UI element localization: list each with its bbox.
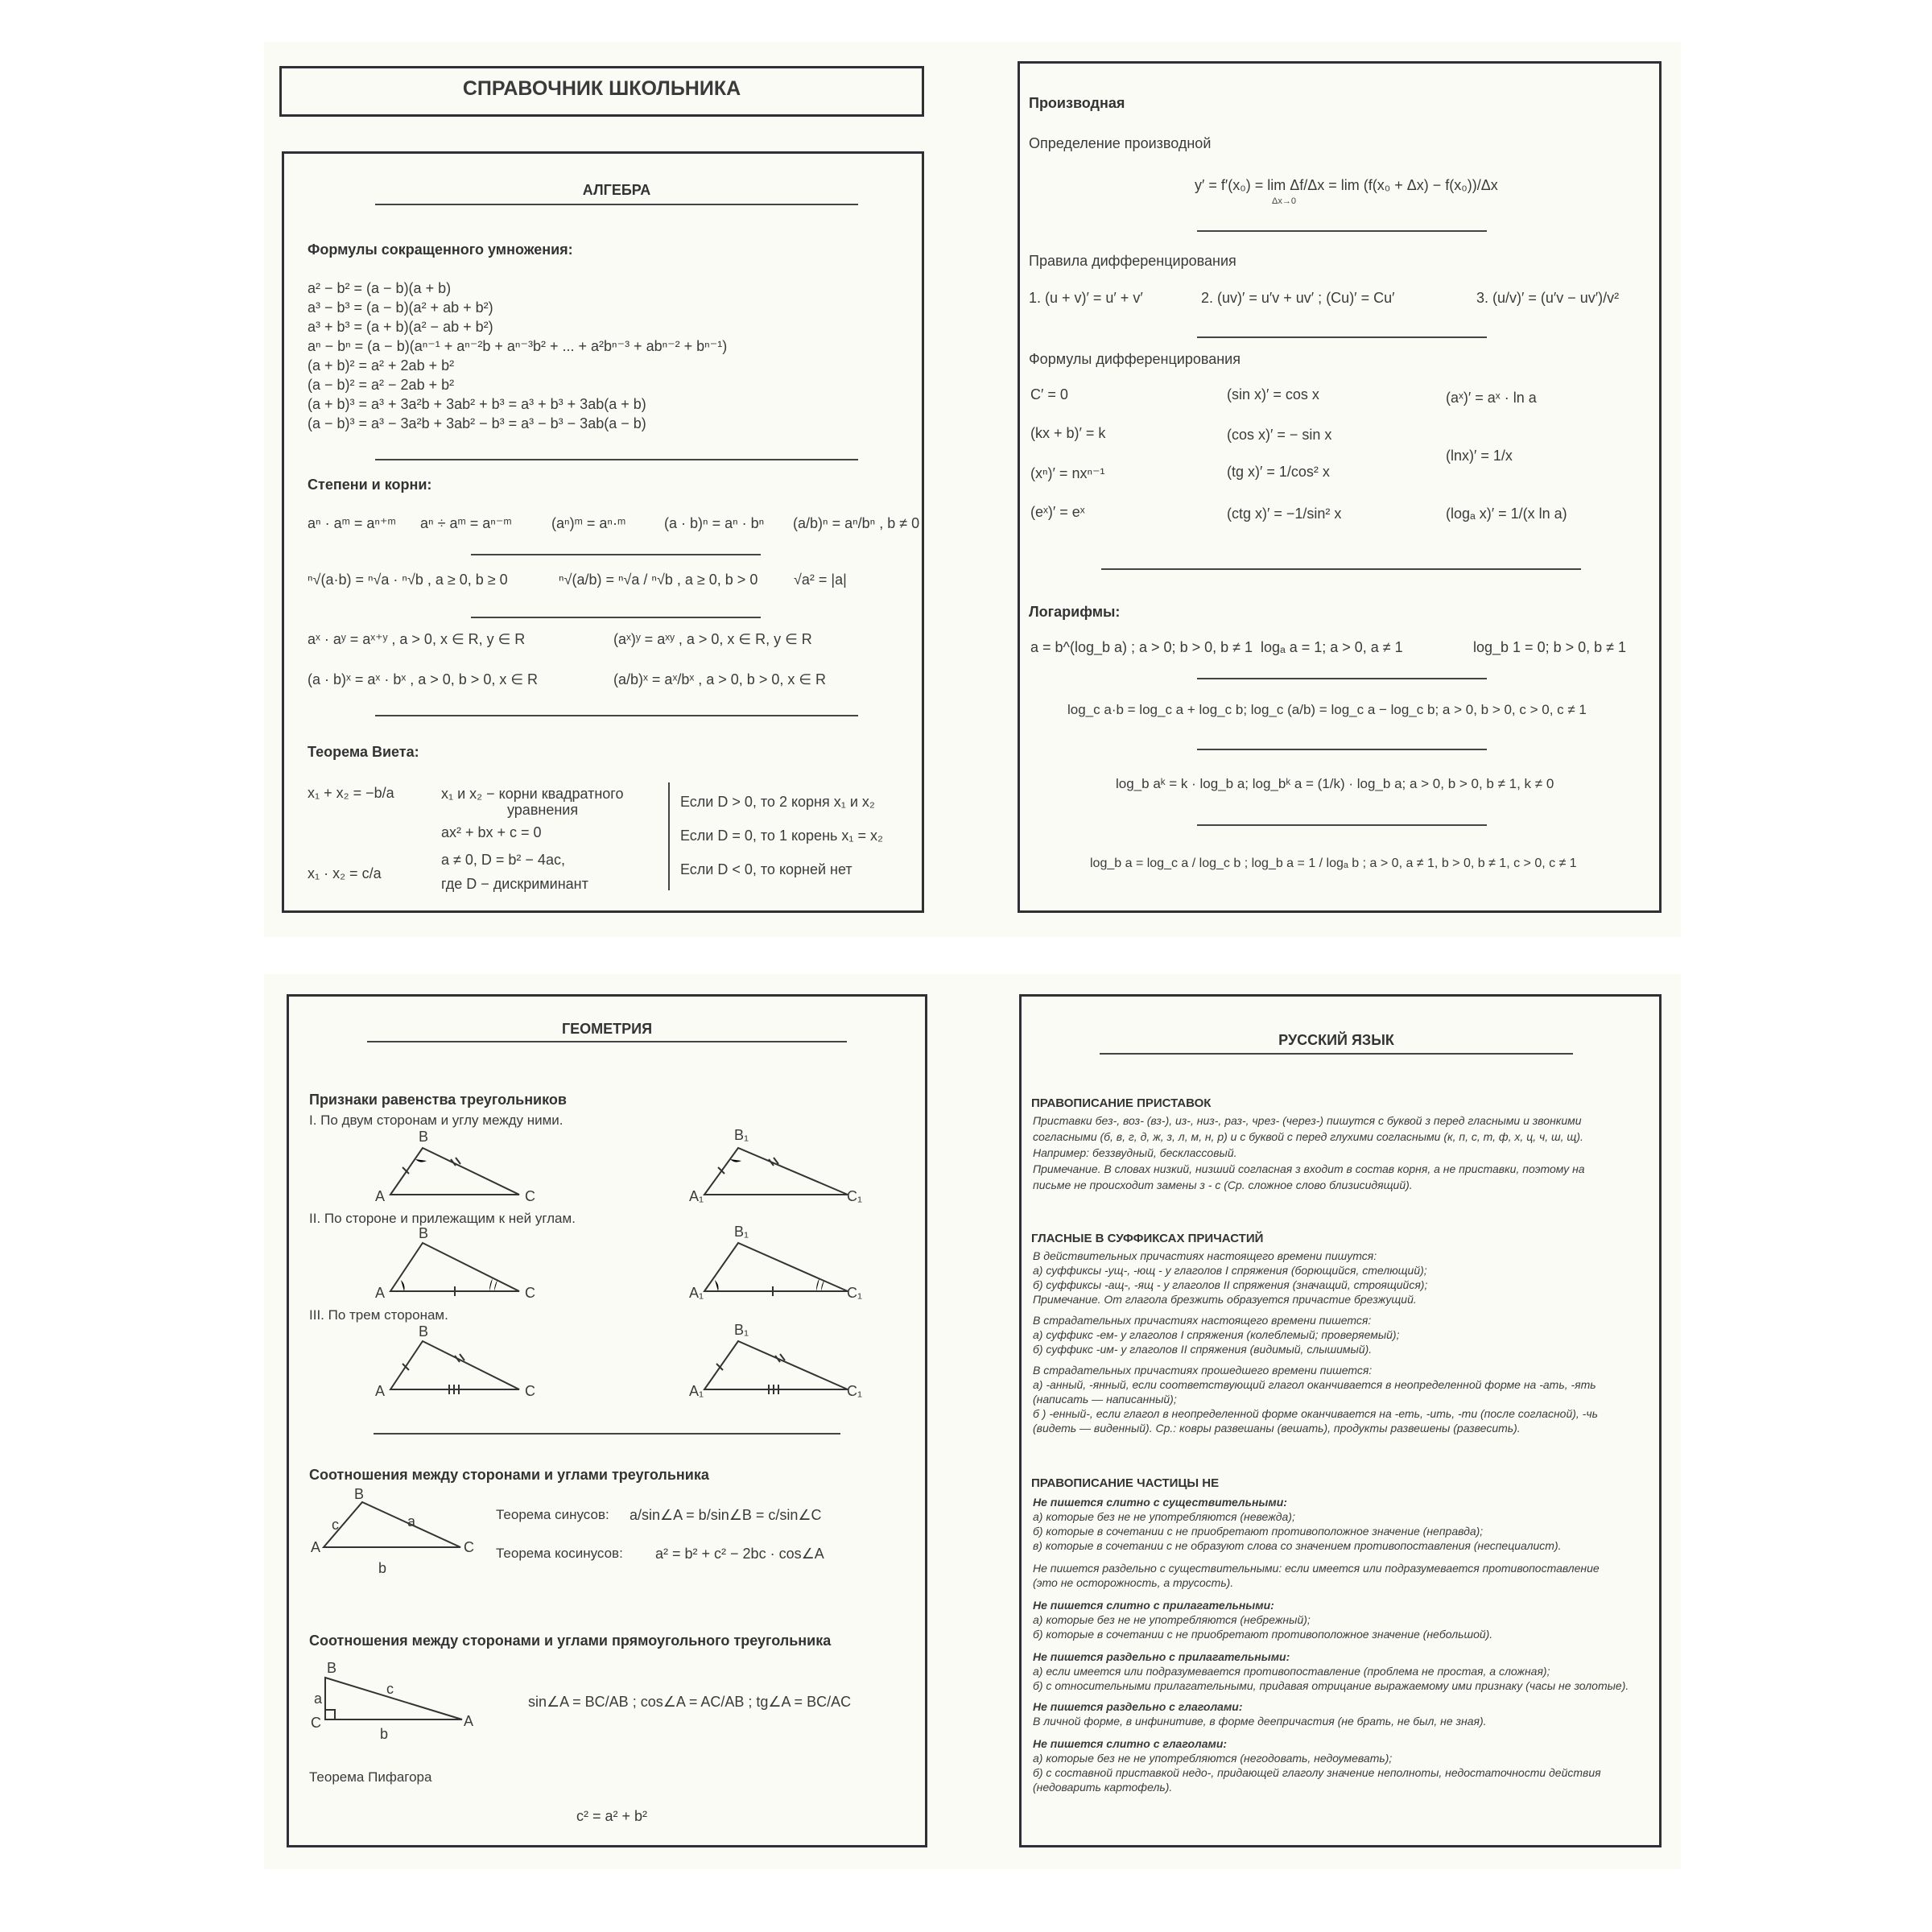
vertex-label: A [311, 1539, 321, 1555]
vertex-label: C [525, 1285, 535, 1301]
deriv-formula: (tg x)′ = 1/cos² x [1227, 464, 1330, 480]
triangle-a1b1c1-3 [704, 1341, 848, 1389]
side-label: c [332, 1517, 339, 1533]
exp-formula: (aˣ)ʸ = aˣʸ , a > 0, x ∈ R, y ∈ R [613, 631, 812, 647]
vertex-label: C [525, 1383, 535, 1399]
vertex-label: C₁ [847, 1383, 863, 1399]
suffix-text: В страдательных причастиях прошедшего времени пишется: [1033, 1364, 1373, 1377]
vieta-discriminant: где D − дискриминант [441, 876, 588, 892]
particle-text: а) которые без не не употребляются (негодовать, недоумевать); [1033, 1752, 1393, 1765]
mult-formula: a³ + b³ = (a + b)(a² − ab + b²) [308, 319, 493, 335]
particle-text: в) которые в сочетании с не образуют слова со значением противопоставления (неспециалист). [1033, 1539, 1562, 1552]
vieta-equation: ax² + bx + c = 0 [441, 824, 542, 840]
root-formula: ⁿ√(a·b) = ⁿ√a · ⁿ√b , a ≥ 0, b ≥ 0 [308, 572, 508, 588]
page-title: СПРАВОЧНИК ШКОЛЬНИКА [462, 77, 741, 100]
right-heading: Соотношения между сторонами и углами прямоугольного треугольника [309, 1633, 832, 1649]
deriv-formula: (ctg x)′ = −1/sin² x [1227, 506, 1342, 522]
suffix-heading: ГЛАСНЫЕ В СУФФИКСАХ ПРИЧАСТИЙ [1031, 1232, 1264, 1245]
angle-mark [821, 1280, 824, 1291]
equality-rule-2: II. По стороне и прилежащим к ней углам. [309, 1211, 576, 1226]
exp-formula: aˣ · aʸ = aˣ⁺ʸ , a > 0, x ∈ R, y ∈ R [308, 631, 526, 647]
side-label: b [380, 1726, 389, 1742]
suffix-text: а) суффикс -ем- у глаголов I спряжения (колеблемый; проверяемый); [1033, 1328, 1400, 1341]
right-formula: sin∠A = BC/AB ; cos∠A = AC/AB ; tg∠A = BC/AC [528, 1694, 852, 1710]
vertex-label: B [419, 1323, 429, 1340]
particle-heading: ПРАВОПИСАНИЕ ЧАСТИЦЫ НЕ [1031, 1476, 1220, 1490]
deriv-formula: (logₐ x)′ = 1/(x ln a) [1446, 506, 1567, 522]
powers-heading: Степени и корни: [308, 477, 432, 493]
vieta-roots: x₁ и x₂ − корни квадратного [441, 786, 624, 802]
definition-subscript: Δx→0 [1272, 196, 1296, 206]
suffix-text: б) суффиксы -ащ-, -ящ - у глаголов II спряжения (значащий, строящийся); [1033, 1278, 1428, 1291]
angle-mark [489, 1278, 493, 1291]
formulas-heading: Формулы дифференцирования [1029, 351, 1241, 367]
power-formula: aⁿ · aᵐ = aⁿ⁺ᵐ [308, 515, 396, 531]
deriv-formula: (xⁿ)′ = nxⁿ⁻¹ [1030, 465, 1105, 481]
vieta-case: Если D < 0, то корней нет [680, 861, 852, 877]
prefix-text: Примечание. В словах низкий, низший согласная з входит в состав корня, а не приставки, поэтому на [1033, 1162, 1585, 1175]
divider [1100, 1053, 1573, 1055]
rule-quotient: 3. (u/v)′ = (u′v − uv′)/v² [1476, 290, 1620, 306]
suffix-text: а) суффиксы -ущ-, -ющ - у глаголов I спряжения (борющийся, стелющий); [1033, 1264, 1427, 1277]
log-formula: log_b 1 = 0; b > 0, b ≠ 1 [1473, 639, 1627, 655]
prefix-text: согласными (б, в, г, д, ж, з, л, м, н, р) и с буквой с перед глухими согласными (к, п, с, т, ф, х, ц, ч, ш, щ). [1033, 1130, 1583, 1143]
rule-product: 2. (uv)′ = u′v + uv′ ; (Cu)′ = Cu′ [1201, 290, 1395, 306]
mult-formula: (a − b)³ = a³ − 3a²b + 3ab² − b³ = a³ − b³ − 3ab(a − b) [308, 415, 646, 431]
angle-mark [415, 1159, 427, 1162]
suffix-text: Примечание. От глагола брезжить образуется причастие брезжущий. [1033, 1293, 1417, 1306]
triangle-right [325, 1678, 462, 1719]
particle-text: (это не осторожность, а трусость). [1033, 1576, 1234, 1589]
suffix-text: (написать — написанный); [1033, 1393, 1177, 1406]
section-algebra: АЛГЕБРА [582, 182, 651, 198]
deriv-formula: (sin x)′ = cos x [1227, 386, 1319, 402]
prefix-text: Например: беззвудный, бесклассовый. [1033, 1146, 1237, 1159]
side-label: a [407, 1513, 416, 1530]
mult-formula: a² − b² = (a − b)(a + b) [308, 280, 452, 296]
log-heading: Логарифмы: [1029, 604, 1121, 620]
mult-formula: (a + b)³ = a³ + 3a²b + 3ab² + b³ = a³ + b³ + 3ab(a + b) [308, 396, 646, 412]
cosines-formula: a² = b² + c² − 2bc · cos∠A [655, 1546, 824, 1562]
triangle-abc-1 [390, 1148, 519, 1195]
mult-formula: aⁿ − bⁿ = (a − b)(aⁿ⁻¹ + aⁿ⁻²b + aⁿ⁻³b² + ... + a²bⁿ⁻³ + abⁿ⁻² + bⁿ⁻¹) [308, 338, 728, 354]
particle-text: Не пишется раздельно с прилагательными: [1033, 1650, 1290, 1663]
particle-text: б) с относительными прилагательными, придавая отрицание выражаемому ими признаку (часы не золотые). [1033, 1679, 1629, 1692]
particle-text: б) которые в сочетании с не приобретают противоположное значение (неправда); [1033, 1525, 1484, 1538]
particle-text: б) которые в сочетании с не приобретают противоположное значение (небольшой). [1033, 1628, 1493, 1641]
suffix-text: б) суффикс -им- у глаголов II спряжения (видимый, слышимый). [1033, 1343, 1373, 1356]
prefix-text: Приставки без-, воз- (вз-), из-, низ-, раз-, чрез- (через-) пишутся с буквой з перед гласными и звонкими [1033, 1114, 1582, 1127]
vieta-sum: x₁ + x₂ = −b/a [308, 785, 394, 801]
deriv-formula: (aˣ)′ = aˣ · ln a [1446, 390, 1537, 406]
definition-heading: Определение производной [1029, 135, 1212, 151]
vieta-condition: a ≠ 0, D = b² − 4ac, [441, 852, 565, 868]
side-label: c [386, 1681, 394, 1697]
deriv-formula: (lnx)′ = 1/x [1446, 448, 1513, 464]
vertex-label: C [311, 1715, 321, 1731]
vertex-label: A [464, 1713, 474, 1729]
vertex-label: A₁ [689, 1188, 704, 1204]
particle-text: Не пишется раздельно с глаголами: [1033, 1700, 1243, 1713]
vertex-label: B₁ [734, 1224, 749, 1240]
section-russian: РУССКИЙ ЯЗЫК [1278, 1032, 1394, 1048]
rules-heading: Правила дифференцирования [1029, 253, 1236, 269]
vertex-label: B [354, 1486, 365, 1502]
mult-formula: (a − b)² = a² − 2ab + b² [308, 377, 455, 393]
vieta-product: x₁ · x₂ = c/a [308, 865, 382, 881]
suffix-text: а) -анный, -янный, если соответствующий глагол оканчивается в неопределенной форме на -ать, -ять [1033, 1378, 1596, 1391]
vertex-label: A [375, 1285, 386, 1301]
side-label: b [378, 1560, 387, 1576]
root-formula: √a² = |a| [794, 572, 847, 588]
particle-text: (недоварить картофель). [1033, 1781, 1173, 1794]
particle-text: а) если имеется или подразумевается противопоставление (проблема не простая, а сложная); [1033, 1665, 1550, 1678]
vertex-label: C [464, 1539, 474, 1555]
angle-mark [816, 1278, 819, 1291]
particle-text: а) которые без не не употребляются (невежда); [1033, 1510, 1295, 1523]
triangle-a1b1c1-1 [704, 1148, 848, 1195]
divider [374, 1433, 840, 1435]
tick-mark [456, 1158, 460, 1164]
deriv-formula: (cos x)′ = − sin x [1227, 427, 1332, 443]
equality-heading: Признаки равенства треугольников [309, 1092, 567, 1108]
vertex-label: A₁ [689, 1285, 704, 1301]
deriv-formula: (kx + b)′ = k [1030, 425, 1106, 441]
angle-mark [730, 1159, 741, 1162]
vieta-case: Если D = 0, то 1 корень x₁ = x₂ [680, 828, 883, 844]
particle-text: б) с составной приставкой недо-, придающей глаголу значение неполноты, недостаточности действия [1033, 1766, 1601, 1779]
derivative-heading: Производная [1029, 95, 1125, 111]
power-formula: aⁿ ÷ aᵐ = aⁿ⁻ᵐ [420, 515, 512, 531]
side-label: a [314, 1690, 323, 1707]
vertex-label: C₁ [847, 1188, 863, 1204]
sines-label: Теорема синусов: [496, 1507, 609, 1522]
vertex-label: C₁ [847, 1285, 863, 1301]
vertex-label: B [327, 1660, 337, 1676]
log-formula: log_b a = log_c a / log_c b ; log_b a = 1 / logₐ b ; a > 0, a ≠ 1, b > 0, b ≠ 1, c > 0, c ≠ 1 [1090, 857, 1577, 870]
pythagoras-formula: c² = a² + b² [576, 1808, 648, 1824]
rule-sum: 1. (u + v)′ = u′ + v′ [1029, 290, 1143, 306]
vertex-label: B₁ [734, 1127, 749, 1143]
section-geometry: ГЕОМЕТРИЯ [561, 1021, 653, 1037]
suffix-text: В страдательных причастиях настоящего времени пишется: [1033, 1314, 1372, 1327]
vieta-roots-2: уравнения [507, 802, 579, 818]
cosines-label: Теорема косинусов: [496, 1546, 623, 1561]
triangle-general [324, 1502, 460, 1547]
triangle-abc-3 [390, 1341, 519, 1389]
pythagoras-label: Теорема Пифагора [309, 1769, 432, 1785]
log-formula: log_b aᵏ = k · log_b a; log_bᵏ a = (1/k) · log_b a; a > 0, b > 0, b ≠ 1, k ≠ 0 [1116, 776, 1554, 791]
vertex-label: B [419, 1129, 429, 1145]
particle-text: Не пишется слитно с прилагательными: [1033, 1599, 1274, 1612]
angle-mark [715, 1280, 719, 1291]
vertex-label: B₁ [734, 1322, 749, 1338]
angle-mark [401, 1280, 405, 1291]
relations-heading: Соотношения между сторонами и углами треугольника [309, 1467, 709, 1483]
particle-text: Не пишется слитно с глаголами: [1033, 1737, 1228, 1750]
right-angle-mark [325, 1710, 335, 1719]
mult-heading: Формулы сокращенного умножения: [308, 242, 573, 258]
definition-formula: y′ = f′(x₀) = lim Δf/Δx = lim (f(x₀ + Δx) − f(x₀))/Δx [1195, 177, 1498, 193]
mult-formula: (a + b)² = a² + 2ab + b² [308, 357, 455, 374]
power-formula: (a/b)ⁿ = aⁿ/bⁿ , b ≠ 0 [793, 515, 920, 531]
log-formula: log_c a·b = log_c a + log_c b; log_c (a/b) = log_c a − log_c b; a > 0, b > 0, c > 0, c ≠ 1 [1067, 702, 1587, 717]
vertex-label: C [525, 1188, 535, 1204]
prefix-heading: ПРАВОПИСАНИЕ ПРИСТАВОК [1031, 1096, 1212, 1110]
particle-text: а) которые без не не употребляются (небрежный); [1033, 1613, 1311, 1626]
vieta-heading: Теорема Виета: [308, 744, 419, 760]
suffix-text: б ) -енный-, если глагол в неопределенной форме оканчивается на -еть, -ить, -ти (после согласной), -чь [1033, 1407, 1598, 1420]
vertex-label: A [375, 1383, 386, 1399]
log-formula: logₐ a = 1; a > 0, a ≠ 1 [1261, 639, 1403, 655]
angle-mark [494, 1280, 497, 1291]
equality-rule-3: III. По трем сторонам. [309, 1307, 448, 1323]
deriv-formula: C′ = 0 [1030, 386, 1068, 402]
sines-formula: a/sin∠A = b/sin∠B = c/sin∠C [630, 1507, 822, 1523]
vertex-label: A [375, 1188, 386, 1204]
power-formula: (aⁿ)ᵐ = aⁿ·ᵐ [551, 515, 626, 531]
mult-formula: a³ − b³ = (a − b)(a² + ab + b²) [308, 299, 493, 316]
suffix-text: В действительных причастиях настоящего времени пишутся: [1033, 1249, 1377, 1262]
vertex-label: B [419, 1225, 429, 1241]
vieta-case: Если D > 0, то 2 корня x₁ и x₂ [680, 794, 875, 810]
vertex-label: A₁ [689, 1383, 704, 1399]
exp-formula: (a · b)ˣ = aˣ · bˣ , a > 0, b > 0, x ∈ R [308, 671, 539, 687]
log-formula: a = b^(log_b a) ; a > 0; b > 0, b ≠ 1 [1030, 639, 1253, 655]
suffix-text: (видеть — виденный). Ср.: ковры развешаны (вешать), продукты развешены (развесить). [1033, 1422, 1521, 1435]
exp-formula: (a/b)ˣ = aˣ/bˣ , a > 0, b > 0, x ∈ R [613, 671, 827, 687]
power-formula: (a · b)ⁿ = aⁿ · bⁿ [664, 515, 765, 531]
prefix-text: письме не происходит замены з - с (Ср. сложное слово близисидящий). [1033, 1179, 1413, 1191]
triangle-abc-2 [390, 1243, 519, 1291]
equality-rule-1: I. По двум сторонам и углу между ними. [309, 1113, 564, 1128]
particle-text: В личной форме, в инфинитиве, в форме деепричастия (не брать, не был, не зная). [1033, 1715, 1487, 1728]
triangle-a1b1c1-2 [704, 1243, 848, 1291]
particle-text: Не пишется слитно с существительными: [1033, 1496, 1287, 1509]
deriv-formula: (eˣ)′ = eˣ [1030, 504, 1085, 520]
root-formula: ⁿ√(a/b) = ⁿ√a / ⁿ√b , a ≥ 0, b > 0 [559, 572, 758, 588]
particle-text: Не пишется раздельно с существительными: если имеется или подразумевается противопоставление [1033, 1562, 1600, 1575]
